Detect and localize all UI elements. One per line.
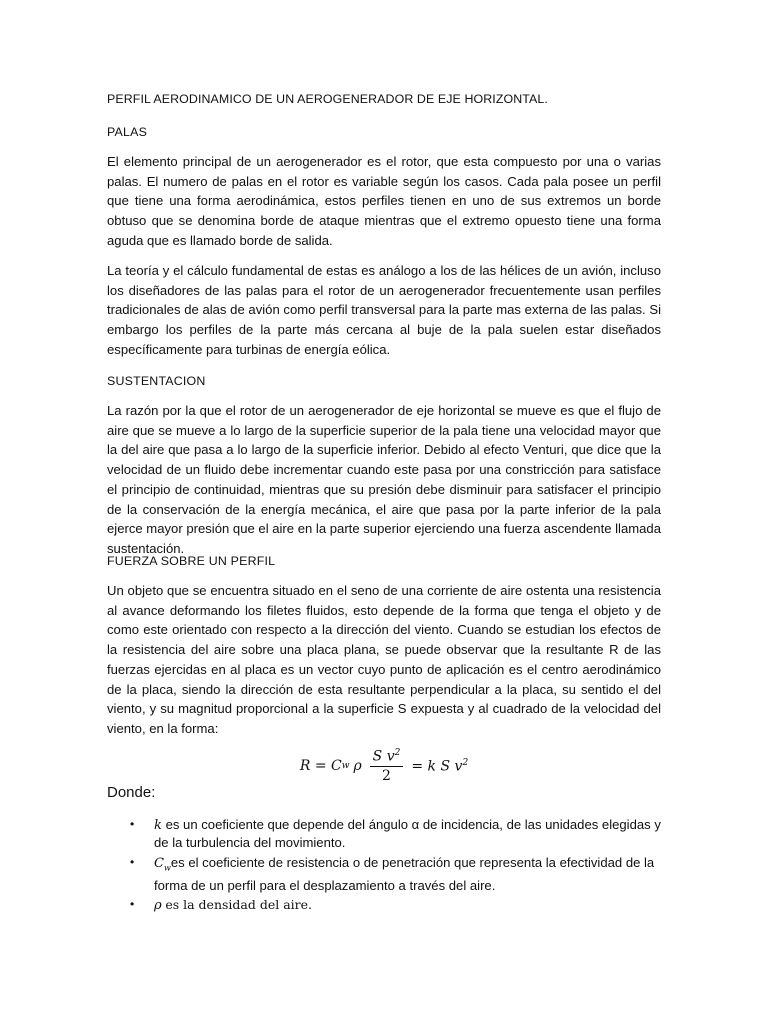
definition-k: es un coeficiente que depende del ángulo α de incidencia, de las unidades elegidas y de la turbulencia del movimiento. [154,817,661,851]
symbol-rho: ρ [154,898,162,914]
list-item [130,816,670,852]
paragraph-palas-2: La teoría y el cálculo fundamental de estas es análogo a los de las hélices de un avión, incluso los diseñadores de las palas para el rotor de un aerogenerador frecuentemente usan perfiles tradicionales de alas de avión como perfil transversal para la parte mas externa de las palas. Si embargo los perfiles de la parte más cercana al buje de la pala suelen estar diseñados específicamente para turbinas de energía eólica. [107,263,661,357]
list-item [130,896,670,914]
drag-equation [0,748,768,784]
equation-rhs: = k S $v^2$ [411,757,469,775]
definition-rho: es la densidad del aire. [165,897,313,913]
definition-cw: es el coeficiente de resistencia o de penetración que representa la efectividad de la forma de un perfil para el desplazamiento a través del aire. [154,854,655,893]
equation-rho: ρ [353,757,362,774]
definitions-list [130,816,670,917]
bullet-icon: • [130,817,135,831]
equation-sub-w: w [341,760,350,771]
document-title: PERFIL AERODINAMICO DE UN AEROGENERADOR DE EJE HORIZONTAL. [107,92,548,106]
paragraph-fuerza: Un objeto que se encuentra situado en el seno de una corriente de aire ostenta una resistencia al avance deformando los filetes fluidos, esto depende de la forma que tenga el objeto y de como este orientado con respecto a la dirección del viento. Cuando se estudian los efectos de la resistencia del aire sobre una placa plana, se puede observar que la resultante R de las fuerzas ejercidas en al placa es un vector cuyo punto de aplicación es el centro aerodinámico de la placa, siendo la dirección de esta resultante perpendicular a la placa, su sentido el del viento, y su magnitud proporcional a la superficie S expuesta y al cuadrado de la velocidad del viento, en la forma: [107,583,661,736]
list-item [130,854,670,894]
equation-lhs: R = C [299,757,342,774]
equation-denominator: 2 [382,767,391,784]
equation-numerator: S $v^2$ [370,748,404,767]
donde-label: Donde: [107,784,156,801]
bullet-icon: • [130,897,135,912]
paragraph-sustentacion: La razón por la que el rotor de un aerogenerador de eje horizontal se mueve es que el flujo de aire que se mueve a lo largo de la superficie superior de la pala tiene una velocidad mayor que la del aire que pasa a lo largo de la superficie inferior. Debido al efecto Venturi, que dice que la velocidad de un fluido debe incrementar cuando este pasa por una constricción para satisface el principio de continuidad, mientras que su presión debe disminuir para satisfacer el principio de la conservación de la energía mecánica, el aire que pasa por la parte inferior de la pala ejerce mayor presión que el aire en la parte superior ejerciendo una fuerza ascendente llamada sustentación. [107,403,661,556]
heading-sustentacion: SUSTENTACION [107,374,206,388]
equation-fraction [370,748,404,784]
bullet-icon: • [130,854,135,869]
symbol-k: k [154,818,162,833]
heading-palas: PALAS [107,125,148,139]
symbol-cw: $C_w$ [154,855,171,873]
paragraph-palas-1: El elemento principal de un aerogenerador es el rotor, que esta compuesto por una o varias palas. El numero de palas en el rotor es variable según los casos. Cada pala posee un perfil que tiene una forma aerodinámica, estos perfiles tienen en uno de sus extremos un borde obtuso que se denomina borde de ataque mientras que el extremo opuesto tiene una forma aguda que es llamado borde de salida. [107,154,661,248]
heading-fuerza: FUERZA SOBRE UN PERFIL [107,554,276,568]
